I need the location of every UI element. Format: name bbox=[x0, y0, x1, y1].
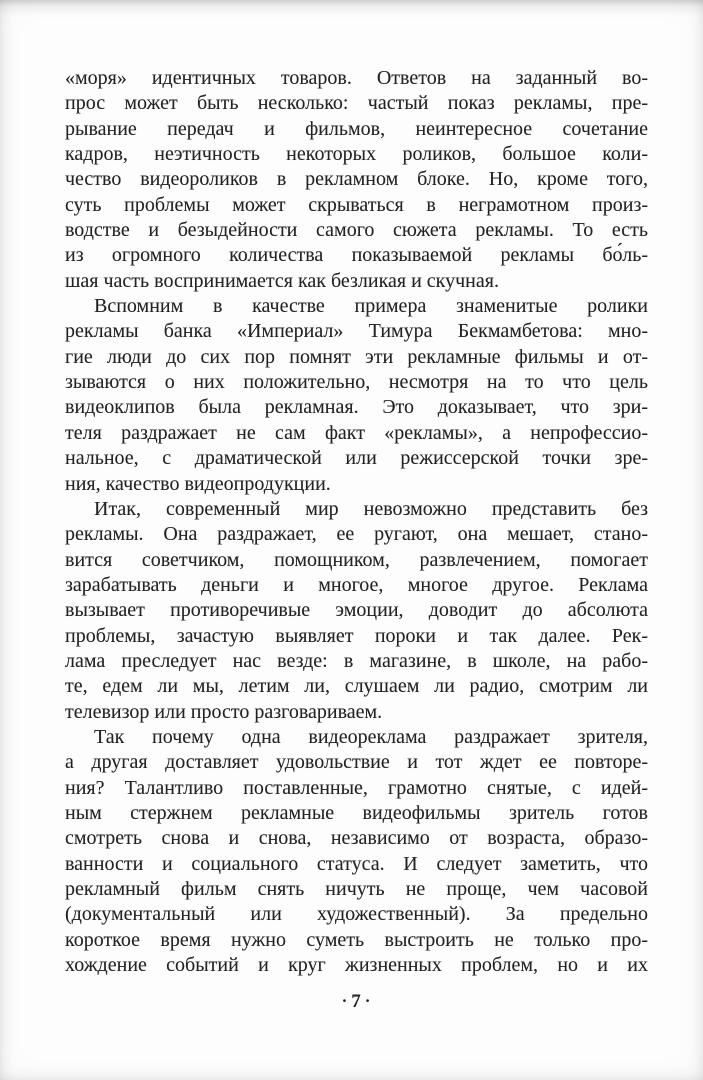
text-line: рекламы. Она раздражает, ее ругают, она мешает, стано- bbox=[65, 523, 648, 546]
text-line: (документальный или художественный). За предельно bbox=[65, 903, 648, 926]
text-line: из огромного количества показываемой рекламы бо́ль- bbox=[65, 244, 648, 267]
text-line: рекламный фильм снять ничуть не проще, чем часовой bbox=[65, 878, 648, 900]
text-line: Вспомним в качестве примера знаменитые ролики bbox=[94, 295, 648, 318]
page-number: 7 bbox=[351, 991, 362, 1012]
text-line: зарабатывать деньги и многое, многое другое. Реклама bbox=[65, 573, 648, 596]
text-line: вится советчиком, помощником, развлечением, помогает bbox=[65, 548, 648, 571]
text-line: ным стержнем рекламные видеофильмы зритель готов bbox=[65, 801, 648, 824]
text-line: а другая доставляет удовольствие и тот ждет ее повторе- bbox=[65, 751, 648, 774]
text-line: теля раздражает не сам факт «рекламы», а непрофессио- bbox=[65, 421, 648, 444]
page-footer bbox=[65, 988, 648, 1014]
paragraph bbox=[65, 497, 648, 725]
text-line: вызывает противоречивые эмоции, доводит до абсолюта bbox=[65, 599, 648, 622]
text-block bbox=[65, 66, 648, 978]
text-line: водстве и безыдейности самого сюжета рекламы. То есть bbox=[65, 219, 648, 242]
text-line: телевизор или просто разговариваем. bbox=[65, 700, 383, 723]
text-line: «моря» идентичных товаров. Ответов на заданный во- bbox=[65, 67, 648, 89]
paragraph bbox=[65, 294, 648, 497]
text-line: короткое время нужно суметь выстроить не только про- bbox=[65, 928, 648, 951]
text-line: чество видеороликов в рекламном блоке. Но, кроме того, bbox=[65, 168, 648, 191]
footer-right-dot: · bbox=[364, 991, 372, 1010]
text-line: зываются о них положительно, несмотря на то что цель bbox=[65, 371, 648, 394]
text-line: Итак, современный мир невозможно представить без bbox=[94, 497, 648, 520]
text-line: хождение событий и круг жизненных проблем, но и их bbox=[65, 954, 648, 977]
text-line: кадров, неэтичность некоторых роликов, большое коли- bbox=[65, 143, 648, 166]
text-line: суть проблемы может скрываться в неграмотном произ- bbox=[65, 193, 648, 216]
text-line: проблемы, зачастую выявляет пороки и так далее. Рек- bbox=[65, 624, 648, 647]
text-line: видеоклипов была рекламная. Это доказывает, что зри- bbox=[65, 396, 648, 419]
text-line: ния, качество видеопродукции. bbox=[65, 472, 331, 495]
footer-left-dot: · bbox=[341, 991, 349, 1010]
text-line: рекламы банка «Империал» Тимура Бекмамбетова: мно- bbox=[65, 320, 648, 343]
text-line: гие люди до сих пор помнят эти рекламные фильмы и от- bbox=[65, 345, 648, 368]
text-line: Так почему одна видеореклама раздражает зрителя, bbox=[94, 725, 648, 748]
text-line: те, едем ли мы, летим ли, слушаем ли радио, смотрим ли bbox=[65, 675, 648, 698]
text-line: смотреть снова и снова, независимо от возраста, образо- bbox=[65, 827, 648, 850]
text-line: лама преследует нас везде: в магазине, в школе, на рабо- bbox=[65, 649, 648, 672]
paragraph bbox=[65, 66, 648, 294]
text-line: нальное, с драматической или режиссерской точки зре- bbox=[65, 447, 648, 470]
paragraph bbox=[65, 725, 648, 978]
text-line: шая часть воспринимается как безликая и скучная. bbox=[65, 269, 499, 292]
text-line: ния? Талантливо поставленные, грамотно снятые, с идей- bbox=[65, 776, 648, 799]
text-line: ванности и социального статуса. И следует заметить, что bbox=[65, 852, 648, 875]
text-line: рывание передач и фильмов, неинтересное сочетание bbox=[65, 117, 648, 140]
text-line: прос может быть несколько: частый показ рекламы, пре- bbox=[65, 92, 648, 115]
